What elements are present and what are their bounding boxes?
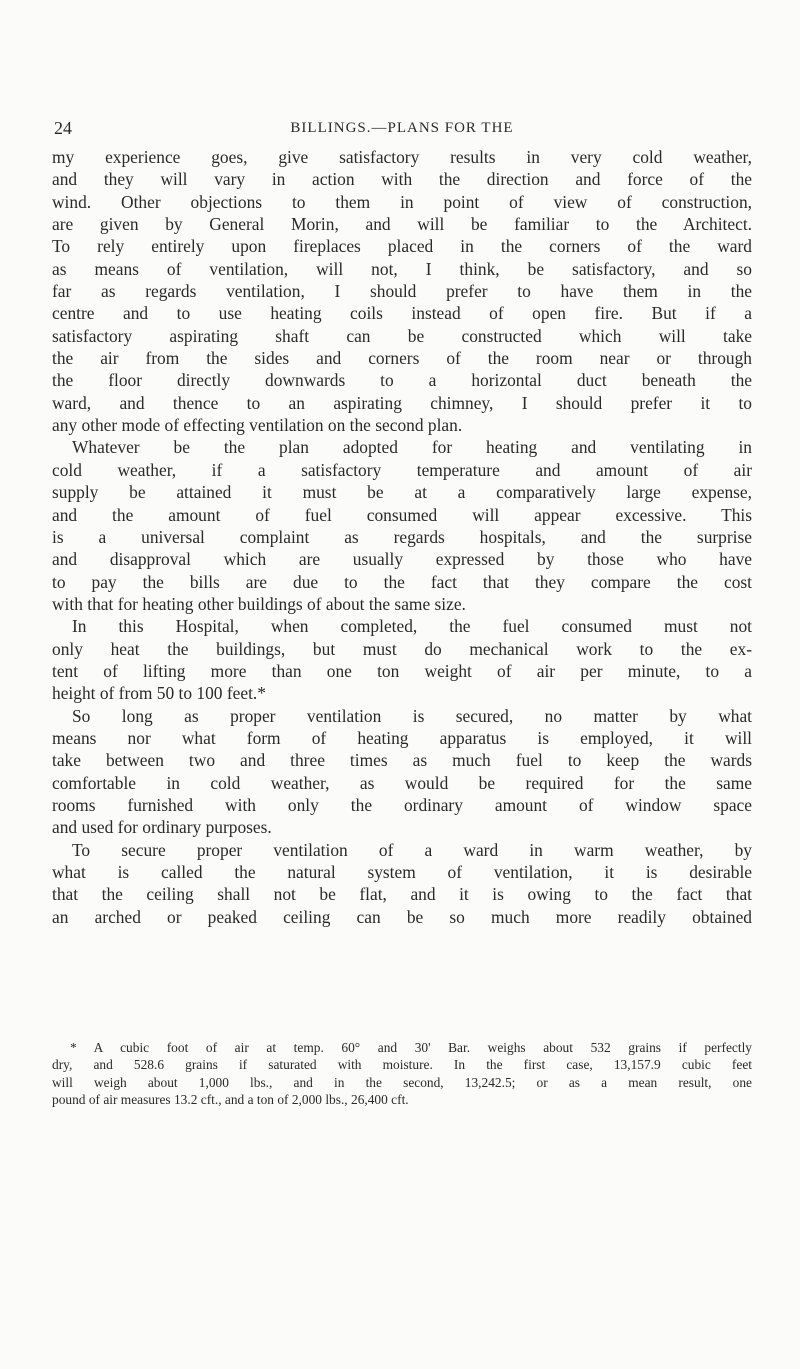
footnote-line: will weigh about 1,000 lbs., and in the second, 13,242.5; or as a mean result, one <box>52 1074 752 1090</box>
text-line: as means of ventilation, will not, I think, be satisfactory, and so <box>52 258 752 279</box>
footnote <box>52 1039 752 1108</box>
text-line: any other mode of effecting ventilation on the second plan. <box>52 415 463 436</box>
body-text <box>52 146 752 928</box>
text-line: Whatever be the plan adopted for heating and ventilating in <box>72 437 752 458</box>
text-line: an arched or peaked ceiling can be so much more readily obtained <box>52 906 752 927</box>
text-line: means nor what form of heating apparatus is employed, it will <box>52 727 752 748</box>
text-line: To rely entirely upon fireplaces placed in the corners of the ward <box>52 236 752 257</box>
text-line: what is called the natural system of ventilation, it is desirable <box>52 862 752 882</box>
text-line: tent of lifting more than one ton weight of air per minute, to a <box>52 660 752 681</box>
text-line: take between two and three times as much fuel to keep the wards <box>52 750 752 771</box>
footnote-line: pound of air measures 13.2 cft., and a ton of 2,000 lbs., 26,400 cft. <box>52 1091 409 1107</box>
footnote-line: * A cubic foot of air at temp. 60° and 30' Bar. weighs about 532 grains if perfectly <box>70 1040 752 1055</box>
text-line: To secure proper ventilation of a ward in warm weather, by <box>72 839 752 860</box>
text-line: my experience goes, give satisfactory results in very cold weather, <box>52 147 752 167</box>
text-line: centre and to use heating coils instead of open fire. But if a <box>52 303 752 324</box>
text-line: and used for ordinary purposes. <box>52 817 272 838</box>
text-line: So long as proper ventilation is secured, no matter by what <box>72 705 752 726</box>
text-line: height of from 50 to 100 feet.* <box>52 683 266 704</box>
text-line: with that for heating other buildings of about the same size. <box>52 593 466 614</box>
text-line: only heat the buildings, but must do mechanical work to the ex- <box>52 638 752 659</box>
text-line: cold weather, if a satisfactory temperature and amount of air <box>52 459 752 480</box>
text-line: comfortable in cold weather, as would be required for the same <box>52 772 752 793</box>
text-line: are given by General Morin, and will be familiar to the Architect. <box>52 214 752 235</box>
footnote-line: dry, and 528.6 grains if saturated with moisture. In the first case, 13,157.9 cubic feet <box>52 1057 752 1073</box>
text-line: ward, and thence to an aspirating chimney, I should prefer it to <box>52 392 752 413</box>
page-number: 24 <box>54 118 72 138</box>
text-line: to pay the bills are due to the fact that they compare the cost <box>52 571 752 592</box>
running-head <box>52 118 752 140</box>
text-line: supply be attained it must be at a comparatively large expense, <box>52 482 752 503</box>
text-line: wind. Other objections to them in point of view of construction, <box>52 191 752 212</box>
text-line: and disapproval which are usually expressed by those who have <box>52 549 752 570</box>
running-title: BILLINGS.—PLANS FOR THE <box>290 120 514 136</box>
text-line: rooms furnished with only the ordinary amount of window space <box>52 794 752 815</box>
text-line: the air from the sides and corners of the room near or through <box>52 348 752 369</box>
text-line: the floor directly downwards to a horizontal duct beneath the <box>52 370 752 391</box>
text-line: and the amount of fuel consumed will appear excessive. This <box>52 504 752 525</box>
text-line: and they will vary in action with the direction and force of the <box>52 169 752 190</box>
text-line: far as regards ventilation, I should prefer to have them in the <box>52 281 752 302</box>
text-line: In this Hospital, when completed, the fuel consumed must not <box>72 616 752 637</box>
text-line: that the ceiling shall not be flat, and it is owing to the fact that <box>52 884 752 905</box>
text-line: is a universal complaint as regards hospitals, and the surprise <box>52 526 752 547</box>
text-line: satisfactory aspirating shaft can be constructed which will take <box>52 325 752 346</box>
